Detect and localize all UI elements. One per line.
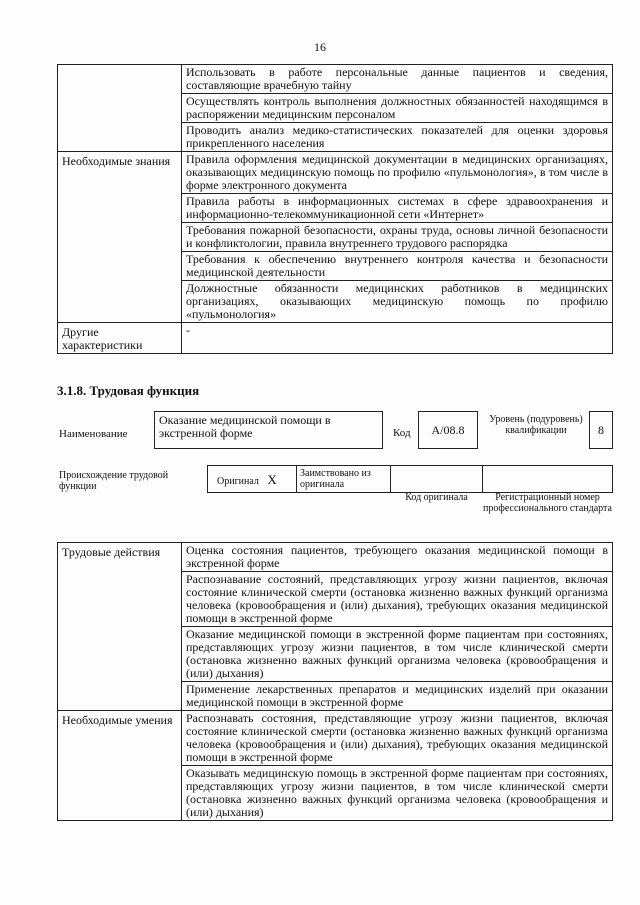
original-label: Оригинал bbox=[217, 476, 259, 487]
table-cell: Применение лекарственных препаратов и медицинских изделий при оказании медицинской помощи в экстренной форме bbox=[182, 682, 613, 711]
page-number: 16 bbox=[314, 40, 326, 54]
table-cell: Требования пожарной безопасности, охраны труда, основы личной безопасности и конфликтологии, правила внутреннего трудового распорядка bbox=[182, 223, 613, 252]
name-value-box bbox=[154, 411, 383, 449]
table-cell: Должностные обязанности медицинских работников в медицинских организациях, оказывающих медицинскую помощь по профилю «пульмонология» bbox=[182, 281, 613, 323]
table-cell: Распознавание состояний, представляющих угрозу жизни пациентов, включая состояние клинической смерти (остановка жизненно важных функций организма человека (кровообращения и (или) дыхания), требующих оказания медицинской помощи в экстренной форме bbox=[182, 572, 613, 627]
code-original-caption: Код оригинала bbox=[405, 492, 468, 503]
reg-number-caption: Регистрационный номер профессионального стандарта bbox=[483, 492, 612, 514]
original-box bbox=[207, 465, 297, 493]
table-cell: - bbox=[182, 323, 613, 354]
code-value-box bbox=[418, 411, 478, 449]
reg-number-box bbox=[482, 465, 613, 493]
table-cell: Оказывать медицинскую помощь в экстренной форме пациентам при состояниях, представляющих угрозу жизни пациентов, в том числе клинической смерти (остановка жизненно важных функций организма человека (кровообращения и (или) дыхания) bbox=[182, 766, 613, 821]
table-row bbox=[58, 711, 613, 766]
original-mark: X bbox=[267, 472, 277, 487]
table-bottom bbox=[57, 542, 613, 821]
borrowed-label: Заимствовано из оригинала bbox=[300, 468, 371, 490]
row-label bbox=[58, 65, 182, 152]
table-cell: Осуществлять контроль выполнения должностных обязанностей находящимся в распоряжении медицинским персоналом bbox=[182, 94, 613, 123]
table-row bbox=[58, 65, 613, 94]
code-label: Код bbox=[393, 427, 411, 439]
table-top bbox=[57, 64, 613, 354]
table-cell: Распознавать состояния, представляющие угрозу жизни пациентов, включая состояние клинической смерти (остановка жизненно важных функций организма человека (кровообращения и (или) дыхания), требующих оказания медицинской помощи в экстренной форме bbox=[182, 711, 613, 766]
row-label: Необходимые знания bbox=[58, 152, 182, 323]
level-label: Уровень (подуровень) квалификации bbox=[489, 414, 583, 436]
table-row bbox=[58, 543, 613, 572]
table-row bbox=[58, 323, 613, 354]
table-cell: Проводить анализ медико-статистических показателей для оценки здоровья прикрепленного населения bbox=[182, 123, 613, 152]
table-cell: Оказание медицинской помощи в экстренной форме пациентам при состояниях, представляющих угрозу жизни пациентов, в том числе клинической смерти (остановка жизненно важных функций организма человека (кровообращения и (или) дыхания) bbox=[182, 627, 613, 682]
level-value-box bbox=[589, 411, 613, 449]
row-label: Необходимые умения bbox=[58, 711, 182, 821]
code-value: A/08.8 bbox=[431, 423, 465, 437]
table-row bbox=[58, 152, 613, 194]
row-label: Другие характеристики bbox=[58, 323, 182, 354]
table-cell: Правила работы в информационных системах в сфере здравоохранения и информационно-телекоммуникационной сети «Интернет» bbox=[182, 194, 613, 223]
section-heading: 3.1.8. Трудовая функция bbox=[57, 383, 200, 398]
table-cell: Оценка состояния пациентов, требующего оказания медицинской помощи в экстренной форме bbox=[182, 543, 613, 572]
name-value: Оказание медицинской помощи в экстренной форме bbox=[159, 413, 331, 440]
code-original-box bbox=[390, 465, 483, 493]
table-cell: Правила оформления медицинской документации в медицинских организациях, оказывающих медицинскую помощь по профилю «пульмонология», в том числе в форме электронного документа bbox=[182, 152, 613, 194]
table-cell: Требования к обеспечению внутреннего контроля качества и безопасности медицинской деятельности bbox=[182, 252, 613, 281]
origin-label: Происхождение трудовой функции bbox=[59, 470, 169, 492]
row-label: Трудовые действия bbox=[58, 543, 182, 711]
table-cell: Использовать в работе персональные данные пациентов и сведения, составляющие врачебную тайну bbox=[182, 65, 613, 94]
name-label: Наименование bbox=[59, 428, 128, 440]
borrowed-box bbox=[296, 465, 391, 493]
level-value: 8 bbox=[598, 423, 604, 437]
